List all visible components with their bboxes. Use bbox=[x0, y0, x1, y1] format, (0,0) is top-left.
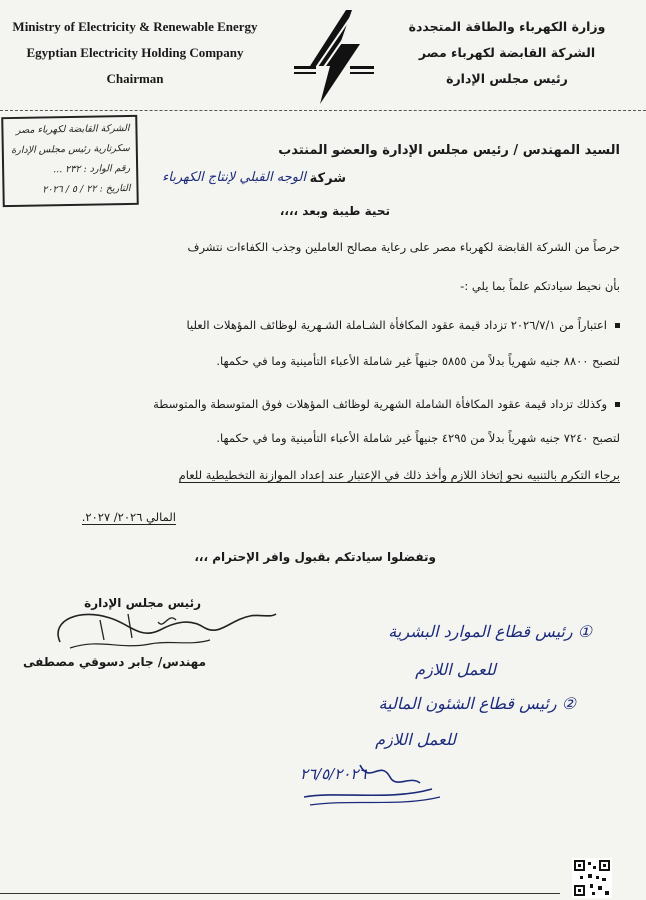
bullet-1-line-2: لتصبح ٨٨٠٠ جنيه شهرياً بدلاً من ٥٨٥٥ جنيهاً غير شاملة الأعباء التأمينية وما في حكمها. bbox=[216, 354, 620, 368]
ministry-name-ar: وزارة الكهرباء والطاقة المتجددة bbox=[408, 19, 606, 34]
company-name-handwritten: الوجه القبلي لإنتاج الكهرباء bbox=[162, 170, 306, 185]
request-text: برجاء التكرم بالتنبيه نحو إتخاذ اللازم وأخذ ذلك في الإعتبار عند إعداد الموازنة التخطيطية للعام bbox=[178, 468, 620, 482]
company-prefix: شركة bbox=[309, 171, 346, 186]
handwritten-note-4: للعمل اللازم bbox=[375, 730, 456, 749]
addressee: السيد المهندس / رئيس مجلس الإدارة والعضو المنتدب bbox=[278, 143, 620, 158]
handwritten-date: ٢٦/٥/٢٠٢٦ bbox=[300, 765, 367, 783]
request-line-2 bbox=[82, 510, 176, 524]
stamp-line: الشركة القابضة لكهرباء مصر bbox=[15, 122, 130, 136]
request-year: المالي ٢٠٢٦/ ٢٠٢٧. bbox=[81, 510, 176, 524]
company-name-en: Egyptian Electricity Holding Company bbox=[26, 45, 244, 60]
handwritten-note-1: ① رئيس قطاع الموارد البشرية bbox=[388, 622, 592, 641]
stamp-line: رقم الوارد : ٢٣٢ ... bbox=[53, 162, 131, 176]
footer-divider bbox=[0, 893, 560, 894]
bullet-2-line-2: لتصبح ٧٢٤٠ جنيه شهرياً بدلاً من ٤٢٩٥ جنيهاً غير شاملة الأعباء التأمينية وما في حكمها. bbox=[216, 431, 620, 445]
ministry-name-en: Ministry of Electricity & Renewable Energy bbox=[12, 19, 258, 34]
bullet-2-line-1 bbox=[20, 397, 620, 411]
stamp-line: سكرتارية رئيس مجلس الإدارة bbox=[11, 142, 130, 157]
stamp-line: التاريخ : ٢٢ / ٥ / ٢٠٢٦ bbox=[42, 182, 131, 196]
bullet-icon bbox=[615, 323, 620, 328]
bullet-1-text: اعتباراً من ٢٠٢٦/٧/١ تزداد قيمة عقود المكافأة الشـاملة الشـهرية لوظائف المؤهلات العليا bbox=[186, 318, 607, 332]
signature-scribble bbox=[40, 600, 280, 660]
request-line-1 bbox=[20, 468, 620, 482]
handwritten-note-3: ② رئيس قطاع الشئون المالية bbox=[378, 694, 576, 713]
intro-line-1: حرصاً من الشركة القابضة لكهرباء مصر على رعاية مصالح العاملين وجذب الكفاءات نتشرف bbox=[187, 240, 620, 254]
signature-name: مهندس/ جابر دسوقي مصطفى bbox=[23, 655, 206, 669]
incoming-stamp bbox=[1, 115, 139, 207]
handwritten-note-2: للعمل اللازم bbox=[415, 660, 496, 679]
greeting: تحية طيبة وبعد ،،،، bbox=[279, 204, 390, 218]
bullet-2-text: وكذلك تزداد قيمة عقود المكافأة الشاملة الشهرية لوظائف المؤهلات فوق المتوسطة والمتوسطة bbox=[153, 397, 607, 411]
header-arabic bbox=[382, 14, 632, 92]
intro-line-2: بأن نحيط سيادتكم علماً بما يلي :- bbox=[460, 279, 620, 293]
qr-code-icon bbox=[572, 858, 612, 898]
handwritten-initials bbox=[300, 755, 450, 810]
signature-title: رئيس مجلس الإدارة bbox=[84, 596, 201, 610]
header-english bbox=[10, 14, 260, 92]
chairman-label-ar: رئيس مجلس الإدارة bbox=[446, 71, 568, 86]
bullet-1-line-1 bbox=[20, 318, 620, 332]
header-divider bbox=[0, 110, 646, 111]
chairman-label-en: Chairman bbox=[106, 71, 164, 86]
closing: وتفضلوا سيادتكم بقبول وافر الإحترام ،،، bbox=[194, 550, 436, 564]
company-name-ar: الشركة القابضة لكهرباء مصر bbox=[418, 45, 596, 60]
bullet-icon bbox=[615, 402, 620, 407]
company-logo bbox=[290, 8, 380, 108]
